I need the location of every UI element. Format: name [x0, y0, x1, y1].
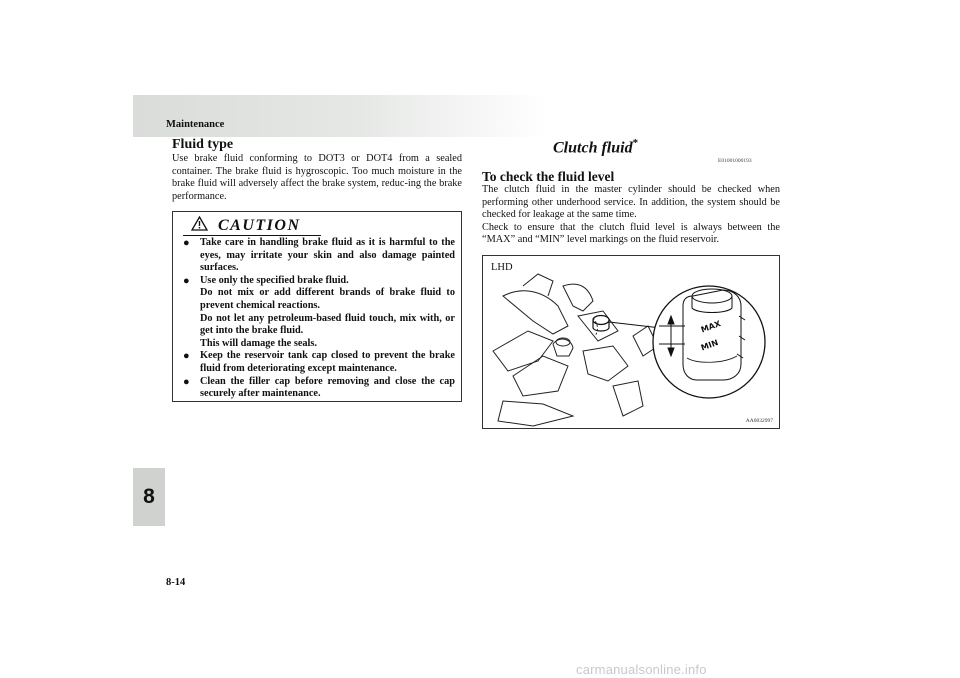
engine-bay-illustration [483, 256, 780, 429]
clutch-fluid-heading: Clutch fluid* [553, 137, 639, 157]
bullet-icon: ● [183, 375, 190, 388]
caution-item: ● Keep the reservoir tank cap closed to prevent the brake fluid from deteriorating except maintenance. [183, 350, 455, 374]
section-label: Maintenance [166, 119, 225, 130]
bullet-icon: ● [183, 274, 190, 287]
caution-title: CAUTION [218, 217, 301, 234]
figure-label: LHD [491, 262, 513, 273]
caution-box [172, 211, 462, 402]
caution-item: ● Take care in handling brake fluid as it is harmful to the eyes, may irritate your skin and also damage painted surfaces. [183, 237, 455, 274]
reservoir-figure [482, 255, 780, 429]
caution-header [183, 214, 321, 238]
figure-code: AA0032997 [745, 418, 773, 424]
caution-item: ● Use only the specified brake fluid. Do not mix or add different brands of brake fluid to prevent chemical reactions. Do not let any petroleum-based fluid touch, mix with, or get into the brake fluid. This will damage the seals. [183, 274, 455, 349]
reference-code: E01001000193 [718, 158, 752, 164]
paragraph: Check to ensure that the clutch fluid level is always between the “MAX” and “MIN” level markings on the fluid reservoir. [482, 221, 780, 246]
caution-list [183, 237, 455, 401]
caution-underline [183, 235, 321, 236]
check-level-heading: To check the fluid level [482, 169, 615, 184]
fluid-type-heading: Fluid type [172, 137, 234, 152]
warning-triangle-icon [191, 216, 208, 236]
caution-item: ● Clean the filler cap before removing and close the cap securely after maintenance. [183, 375, 455, 400]
header-band [133, 95, 548, 137]
asterisk-mark: * [632, 137, 639, 149]
paragraph: The clutch fluid in the master cylinder should be checked when performing other underhood service. In addition, the system should be checked for leakage at the same time. [482, 184, 780, 221]
max-marking: MAX [699, 319, 722, 335]
fluid-type-body: Use brake fluid conforming to DOT3 or DOT4 from a sealed container. The brake fluid is hygroscopic. Too much moisture in the brake fluid will adversely affect the brake system, reduc-ing the brake performance. [172, 153, 462, 202]
watermark: carmanualsonline.info [576, 662, 707, 677]
bullet-icon: ● [183, 237, 190, 249]
min-marking: MIN [699, 338, 720, 353]
chapter-tab[interactable]: 8 [133, 468, 165, 526]
check-level-body [482, 184, 780, 247]
page-number: 8-14 [166, 577, 186, 588]
fluid-type-section [172, 137, 462, 203]
bullet-icon: ● [183, 350, 190, 363]
